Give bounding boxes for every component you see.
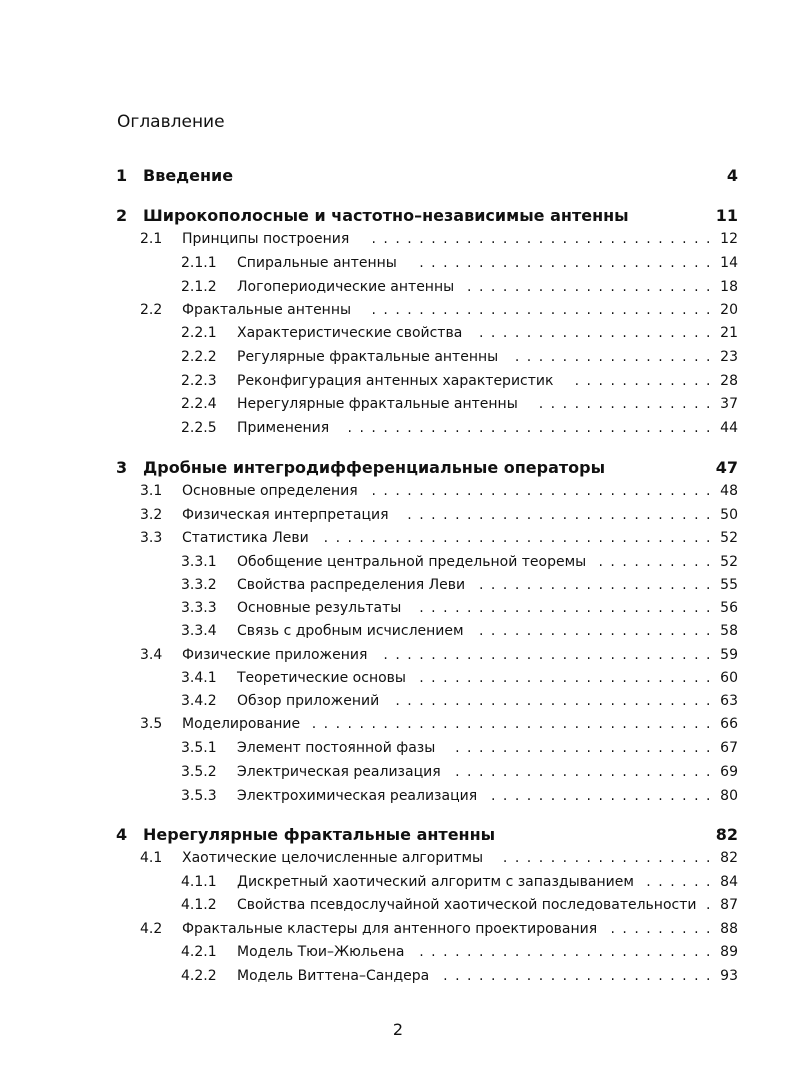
entry-title: Регулярные фрактальные антенны <box>237 349 499 365</box>
entry-title: Нерегулярные фрактальные антенны <box>237 396 518 412</box>
toc-section-entry[interactable] <box>0 480 796 504</box>
toc-section-entry[interactable] <box>0 527 796 551</box>
entry-title: Нерегулярные фрактальные антенны <box>143 825 496 844</box>
toc-subsection-entry[interactable] <box>0 370 796 394</box>
entry-page-number: 48 <box>720 483 738 499</box>
leader-dots: ............... <box>538 396 718 412</box>
entry-title: Теоретические основы <box>237 670 406 686</box>
entry-page-number: 52 <box>720 554 738 570</box>
toc-subsection-entry[interactable] <box>0 393 796 417</box>
leader-dots: . <box>706 897 718 913</box>
entry-title: Фрактальные кластеры для антенного проектирования <box>182 921 598 937</box>
entry-number: 3.4 <box>140 647 163 663</box>
entry-number: 3.5.2 <box>181 764 217 780</box>
leader-dots: ......................... <box>419 944 718 960</box>
entry-page-number: 12 <box>720 231 738 247</box>
entry-number: 4.1.1 <box>181 874 217 890</box>
entry-number: 2.2.5 <box>181 420 217 436</box>
toc-subsection-entry[interactable] <box>0 785 796 809</box>
entry-number: 4.2.1 <box>181 944 217 960</box>
entry-page-number: 59 <box>720 647 738 663</box>
entry-title: Связь с дробным исчислением <box>237 623 464 639</box>
entry-number: 3.5 <box>140 716 163 732</box>
entry-title: Физические приложения <box>182 647 368 663</box>
toc-subsection-entry[interactable] <box>0 667 796 691</box>
entry-title: Фрактальные антенны <box>182 302 352 318</box>
entry-title: Основные результаты <box>237 600 402 616</box>
entry-title: Введение <box>143 166 234 185</box>
entry-number: 2 <box>116 206 128 225</box>
toc-subsection-entry[interactable] <box>0 690 796 714</box>
entry-number: 3.3.4 <box>181 623 217 639</box>
toc-subsection-entry[interactable] <box>0 965 796 989</box>
entry-number: 3 <box>116 458 128 477</box>
leader-dots: ............................. <box>371 483 718 499</box>
leader-dots: ...................... <box>455 740 718 756</box>
entry-page-number: 87 <box>720 897 738 913</box>
leader-dots: ......................... <box>419 255 718 271</box>
entry-number: 3.5.3 <box>181 788 217 804</box>
leader-dots: ................................. <box>323 530 718 546</box>
entry-number: 3.3.1 <box>181 554 217 570</box>
entry-title: Свойства псевдослучайной хаотической последовательности <box>237 897 697 913</box>
leader-dots: .................. <box>502 850 718 866</box>
entry-page-number: 28 <box>720 373 738 389</box>
leader-dots: ...................... <box>455 764 718 780</box>
entry-title: Применения <box>237 420 330 436</box>
entry-page-number: 67 <box>720 740 738 756</box>
entry-page-number: 82 <box>715 825 738 844</box>
entry-number: 3.2 <box>140 507 163 523</box>
entry-number: 3.3.2 <box>181 577 217 593</box>
entry-number: 2.1.2 <box>181 279 217 295</box>
entry-page-number: 23 <box>720 349 738 365</box>
toc-section-entry[interactable] <box>0 713 796 737</box>
entry-number: 2.2.1 <box>181 325 217 341</box>
entry-page-number: 52 <box>720 530 738 546</box>
toc-section-entry[interactable] <box>0 918 796 942</box>
entry-title: Электрохимическая реализация <box>237 788 478 804</box>
entry-title: Характеристические свойства <box>237 325 463 341</box>
entry-title: Основные определения <box>182 483 358 499</box>
page-number: 2 <box>392 1020 404 1039</box>
toc-subsection-entry[interactable] <box>0 597 796 621</box>
entry-title: Дробные интегродифференциальные операторы <box>143 458 606 477</box>
entry-title: Спиральные антенны <box>237 255 397 271</box>
entry-title: Реконфигурация антенных характеристик <box>237 373 554 389</box>
entry-number: 3.4.2 <box>181 693 217 709</box>
leader-dots: ......................... <box>419 600 718 616</box>
entry-page-number: 58 <box>720 623 738 639</box>
toc-subsection-entry[interactable] <box>0 941 796 965</box>
entry-page-number: 80 <box>720 788 738 804</box>
toc-subsection-entry[interactable] <box>0 322 796 346</box>
entry-page-number: 82 <box>720 850 738 866</box>
leader-dots: .................................. <box>311 716 718 732</box>
entry-page-number: 14 <box>720 255 738 271</box>
entry-page-number: 63 <box>720 693 738 709</box>
entry-number: 4 <box>116 825 128 844</box>
toc-subsection-entry[interactable] <box>0 252 796 276</box>
entry-title: Физическая интерпретация <box>182 507 389 523</box>
toc-section-entry[interactable] <box>0 228 796 252</box>
leader-dots: .......................... <box>407 507 718 523</box>
entry-page-number: 84 <box>720 874 738 890</box>
entry-number: 2.2.2 <box>181 349 217 365</box>
toc-subsection-entry[interactable] <box>0 551 796 575</box>
entry-title: Моделирование <box>182 716 301 732</box>
toc-subsection-entry[interactable] <box>0 417 796 441</box>
toc-section-entry[interactable] <box>0 504 796 528</box>
entry-page-number: 93 <box>720 968 738 984</box>
leader-dots: ................... <box>490 788 718 804</box>
toc-section-entry[interactable] <box>0 847 796 871</box>
entry-number: 3.1 <box>140 483 163 499</box>
toc-subsection-entry[interactable] <box>0 871 796 895</box>
entry-number: 2.2.3 <box>181 373 217 389</box>
leader-dots: ............ <box>574 373 718 389</box>
entry-title: Модель Виттена–Сандера <box>237 968 430 984</box>
entry-page-number: 66 <box>720 716 738 732</box>
leader-dots: ......... <box>610 921 718 937</box>
entry-page-number: 20 <box>720 302 738 318</box>
entry-number: 4.1.2 <box>181 897 217 913</box>
leader-dots: ...... <box>646 874 718 890</box>
leader-dots: ..................... <box>467 279 718 295</box>
entry-number: 3.3 <box>140 530 163 546</box>
leader-dots: .................... <box>478 623 718 639</box>
entry-number: 1 <box>116 166 128 185</box>
entry-number: 2.1.1 <box>181 255 217 271</box>
entry-page-number: 4 <box>726 166 738 185</box>
entry-page-number: 60 <box>720 670 738 686</box>
entry-page-number: 69 <box>720 764 738 780</box>
toc-chapter-entry[interactable] <box>0 164 796 188</box>
leader-dots: ......................... <box>419 670 718 686</box>
entry-page-number: 88 <box>720 921 738 937</box>
leader-dots: ............................ <box>383 647 718 663</box>
toc-subsection-entry[interactable] <box>0 737 796 761</box>
leader-dots: ........................... <box>395 693 718 709</box>
leader-dots: ............................. <box>371 302 718 318</box>
entry-title: Широкополосные и частотно–независимые антенны <box>143 206 629 225</box>
entry-page-number: 21 <box>720 325 738 341</box>
entry-title: Элемент постоянной фазы <box>237 740 436 756</box>
leader-dots: ............................. <box>371 231 718 247</box>
entry-number: 2.1 <box>140 231 163 247</box>
entry-title: Электрическая реализация <box>237 764 441 780</box>
leader-dots: .................... <box>478 325 718 341</box>
entry-page-number: 44 <box>720 420 738 436</box>
entry-page-number: 55 <box>720 577 738 593</box>
entry-page-number: 89 <box>720 944 738 960</box>
entry-title: Модель Тюи–Жюльена <box>237 944 405 960</box>
toc-chapter-entry[interactable] <box>0 204 796 228</box>
entry-title: Обзор приложений <box>237 693 380 709</box>
entry-number: 2.2.4 <box>181 396 217 412</box>
leader-dots: .......... <box>598 554 718 570</box>
entry-title: Дискретный хаотический алгоритм с запаздыванием <box>237 874 634 890</box>
entry-number: 4.2 <box>140 921 163 937</box>
leader-dots: .................... <box>478 577 718 593</box>
toc-heading: Оглавление <box>117 112 225 132</box>
toc-subsection-entry[interactable] <box>0 346 796 370</box>
entry-title: Статистика Леви <box>182 530 309 546</box>
entry-number: 4.2.2 <box>181 968 217 984</box>
entry-title: Обобщение центральной предельной теоремы <box>237 554 587 570</box>
toc-subsection-entry[interactable] <box>0 894 796 918</box>
entry-number: 3.3.3 <box>181 600 217 616</box>
toc-section-entry[interactable] <box>0 299 796 323</box>
entry-number: 2.2 <box>140 302 163 318</box>
entry-number: 3.4.1 <box>181 670 217 686</box>
toc-chapter-entry[interactable] <box>0 823 796 847</box>
leader-dots: ................. <box>514 349 718 365</box>
leader-dots: ....................... <box>443 968 718 984</box>
entry-page-number: 47 <box>715 458 738 477</box>
entry-page-number: 37 <box>720 396 738 412</box>
toc-section-entry[interactable] <box>0 644 796 668</box>
entry-page-number: 18 <box>720 279 738 295</box>
entry-title: Хаотические целочисленные алгоритмы <box>182 850 484 866</box>
toc-chapter-entry[interactable] <box>0 456 796 480</box>
leader-dots: ............................... <box>347 420 718 436</box>
entry-page-number: 56 <box>720 600 738 616</box>
toc-subsection-entry[interactable] <box>0 574 796 598</box>
entry-page-number: 11 <box>715 206 738 225</box>
entry-title: Логопериодические антенны <box>237 279 455 295</box>
entry-number: 4.1 <box>140 850 163 866</box>
entry-number: 3.5.1 <box>181 740 217 756</box>
toc-subsection-entry[interactable] <box>0 276 796 300</box>
entry-title: Свойства распределения Леви <box>237 577 466 593</box>
entry-page-number: 50 <box>720 507 738 523</box>
entry-title: Принципы построения <box>182 231 350 247</box>
toc-subsection-entry[interactable] <box>0 761 796 785</box>
toc-subsection-entry[interactable] <box>0 620 796 644</box>
